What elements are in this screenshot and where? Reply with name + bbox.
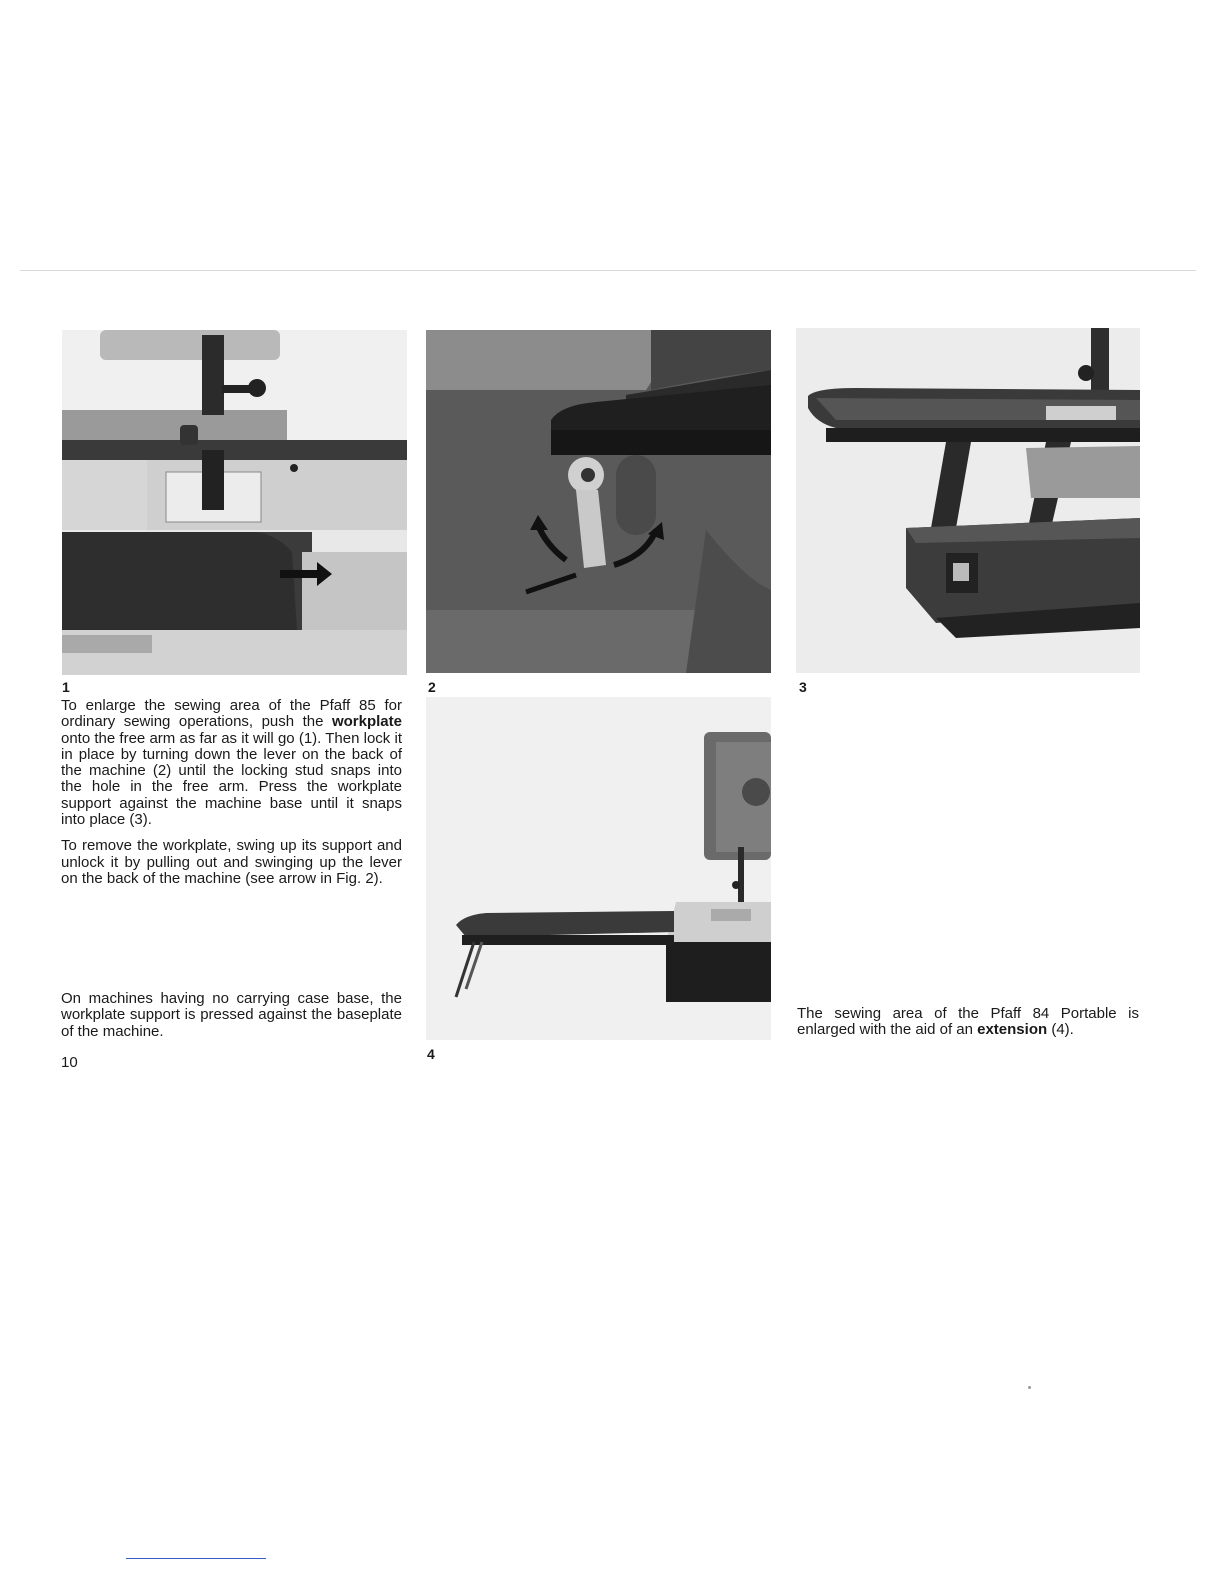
page-number: 10 [61,1054,78,1071]
term-workplate: workplate [331,713,402,731]
left-text-note [61,991,402,1050]
text-segment: The sewing area of the Pfaff 84 Portable is enlarged with the aid of an [797,1005,1139,1039]
term-extension: extension [977,1021,1048,1039]
paragraph-no-case-base: On machines having no carrying case base, the workplate support is pressed against the baseplate of the machine. [61,990,402,1040]
sewing-machine-free-arm-photo-icon [62,330,407,675]
figure-4 [426,697,771,1040]
text-segment: onto the free arm as far as it will go (1). Then lock it in place by turning down the lever on the back of the machine (2) until the locking stud snaps into the hole in the free arm. Press the workplate support against the machine base until it snaps into place (3). [61,729,402,829]
figure-1 [62,330,407,675]
left-text-column [61,698,402,897]
figure-3 [796,328,1140,673]
paragraph-workplate-install [61,698,402,828]
paragraph-workplate-remove: To remove the workplate, swing up its support and unlock it by pulling out and swinging up the lever on the back of the machine (see arrow in Fig. 2). [61,837,402,887]
extension-table-photo-icon [426,697,771,1040]
locking-lever-photo-icon [426,330,771,673]
right-text-column [797,1006,1139,1049]
figure-2 [426,330,771,673]
figure-1-label: 1 [62,679,70,695]
workplate-support-photo-icon [796,328,1140,673]
speck [1028,1386,1031,1389]
scan-line [20,270,1196,271]
figure-3-label: 3 [799,679,807,695]
footer-rule [126,1558,266,1559]
text-segment: To enlarge the sewing area of the Pfaff 85 for ordinary sewing operations, push the [61,697,402,731]
figure-2-label: 2 [428,679,436,695]
figure-4-label: 4 [427,1046,435,1062]
paragraph-extension [797,1006,1139,1039]
text-segment: (4). [1047,1021,1074,1039]
